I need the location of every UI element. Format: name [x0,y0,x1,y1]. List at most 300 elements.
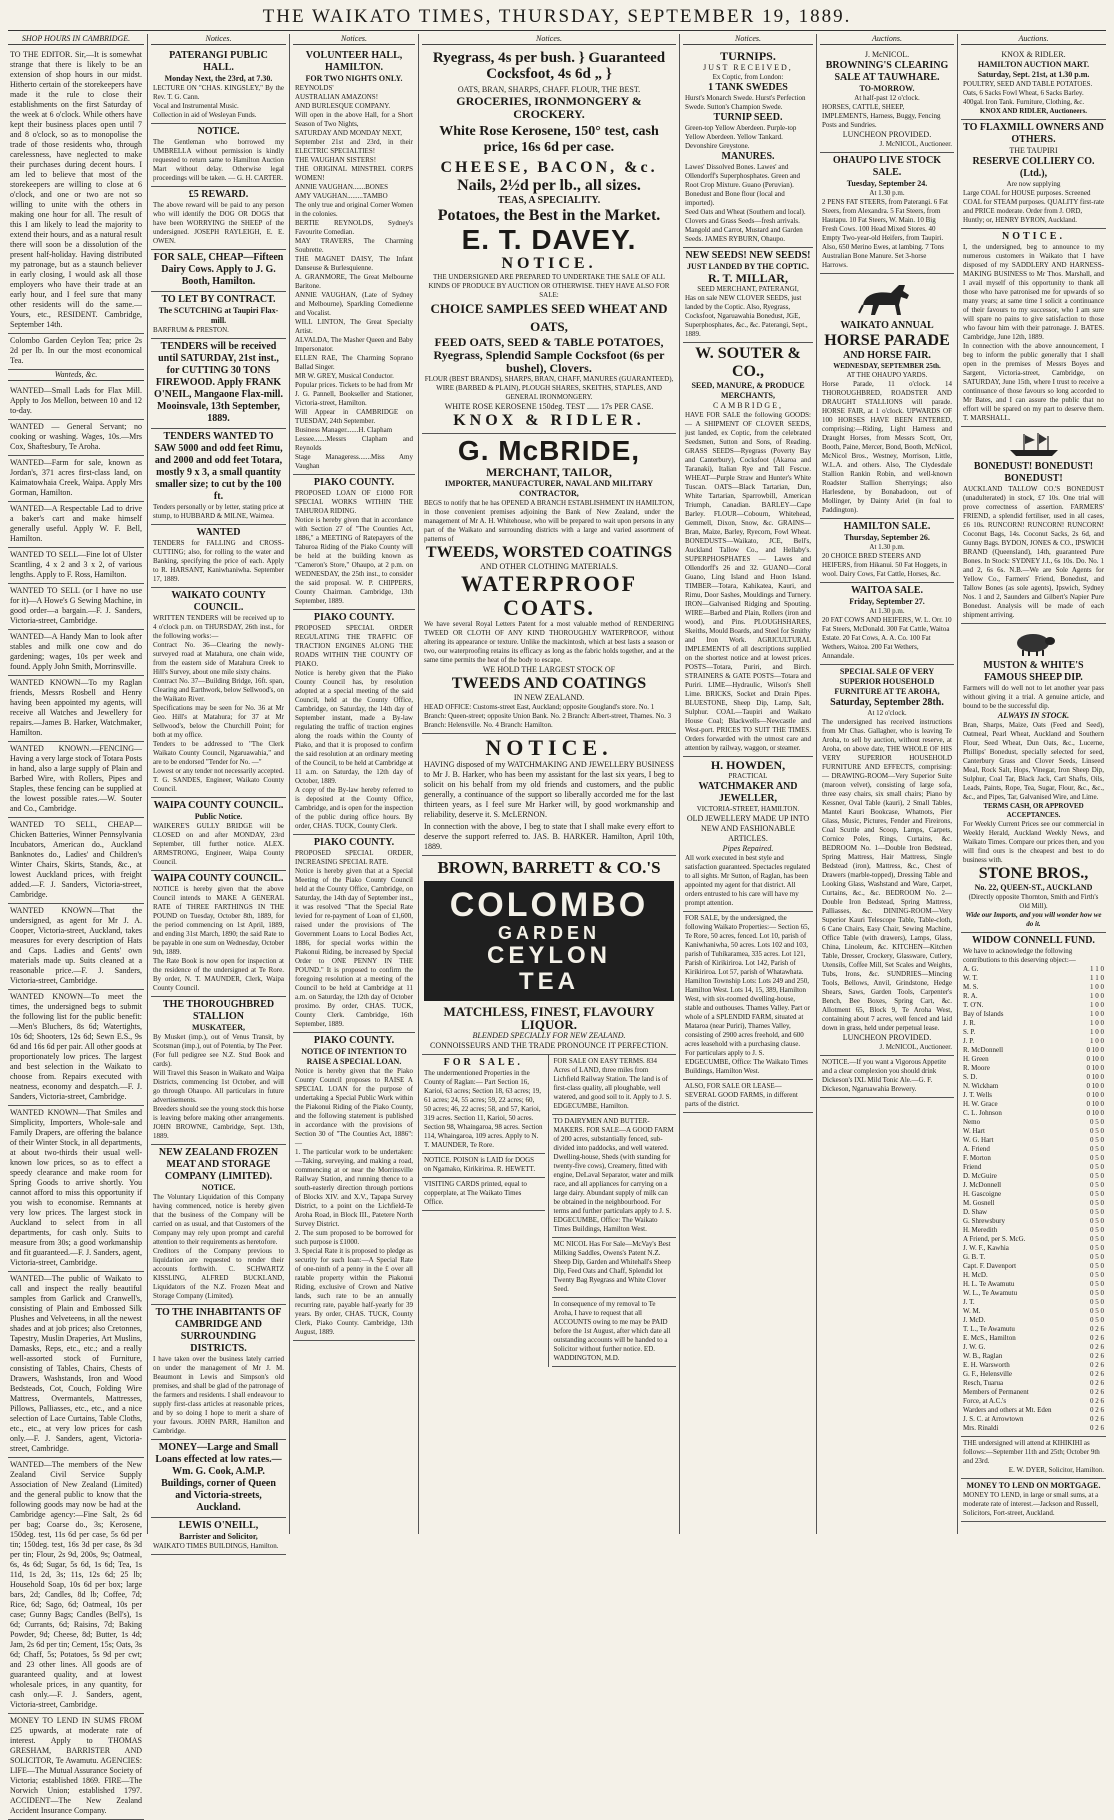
advert-text: BARFRUM & PRESTON. [153,326,229,334]
donor-row [963,1199,1104,1208]
advert-heading: WANTED [196,527,241,538]
donor-amount: 0 2 6 [1090,1361,1104,1369]
donor-name: H. Gascoigne [963,1190,1002,1198]
advert-text: ALVALDA, The Masher Queen and Baby Impersonator. [295,336,413,353]
wanteds-heading: Wanteds, &c. [8,370,144,381]
choice-line: CHOICE SAMPLES SEED WHEAT AND OATS, [430,301,668,334]
donor-amount: 0 5 0 [1090,1127,1104,1135]
wanted-ad: WANTED—The public of Waikato to call and inspect the really beautiful samples from Garlick and Cranwell's, consisting of Plain and Embossed Silk Plushes and Velveteens, in all the newest shades and at job prices; also Cretonnes, Tapestry, Muslin Draperies, Art Muslins, Damasks, Reps, etc., etc.; and a really well-assorted stock of Furniture, consisting of Tables, Chairs, Chests of Drawers, Washstands, Iron and Wood Bedsteads, Cot, Couch, Folding Wire Mattress, Overmantels, Mattresses, Pillows, Palliasses, etc., etc., and a nice selection of Lace Curtains, Table Cloths, etc., etc., at very low prices for cash only.—F. J. Sanders, agent, Victoria-street, Cambridge. [8,1272,144,1458]
advert-heading: WAIPA COUNTY COUNCIL. [153,873,284,884]
dyer-sign: E. W. DYER, Solicitor, Hamilton. [1008,1466,1104,1474]
column-rule [957,34,958,1534]
advert-text: ANNIE VAUGHAN.......BONES [295,183,389,191]
poison-notice: NOTICE. POISON is LAID for DOGS on Ngamako, Kirikiriroa. R. HEWETT. [422,1154,545,1178]
advert-text: MR W. GREY, Musical Conductor. [295,372,394,380]
mart-title: HAMILTON AUCTION MART. [977,60,1090,69]
waddington-notice: In consequence of my removal to Te Aroha, I have to request that all ACCOUNTS owing to me may be PAID before the 1st August, after which date all outstanding accounts will be handed to a Solicitor without further notice. ED. WADDINGTON, M.D. [552,1298,676,1367]
donor-amount: 1 0 0 [1090,992,1104,1000]
millar-name: R. T. MILLAR, [708,271,788,285]
notice-advert [151,339,286,429]
souter-body: HAVE FOR SALE the following GOODS:— A SHIPMENT OF CLOVER SEEDS, just landed, ex Coptic, from the celebrated Seedsmen, Sutton and Sons, of Reading. GRASS SEEDS—Ryegrass (Poverty Bay and Canterbury), Cocksfoot (Akaroa and Taranaki), Italian Rye and Tall Fescue. WHEAT—Purple Straw and Hunter's White Tuscan. OATS—Black Tartarian, Dun, White Tartarian, Sparrowbill, American Triumph, Canadian. BARLEY—Cape Barley. FLOUR—Cobourn, Whitehead, Gemmell, Dixon, Snow, &c. GRAINS—Bran, Maize, Barley, Ryecorn, Fowl Wheat. BONEDUSTS—Waikato, JCE, Bell's, Auckland Tallow Co., and Hellaby's. SUPERPHOSPHATES — Lawes and Ollendorff's 26 and 32. GUANO—Coral Guano, Ling Island and Huon Island. TIMBER—Totara, Kahikatea, Kauri, and Rimu, Door Sashes, Mouldings and Turnery. IRON—Galvanised Ridging and Spouting. WIRE—Barbed and Plain, Rollers (iron and wood), and Pins. PLOUGHSHARES, Skeiths, Mould Boards, and Steel for Smithy and Iron Work. AGRICULTURAL IMPLEMENTS of all descriptions supplied on the shortest notice and at lowest prices. POSTS—Totara, Puriri, and Birch. STRAINERS & GATE POSTS—Totara and Puriri. LIME—Hydraulic, Wilson's Shell Lime. BRICKS, Socket and Drain Pipes. BLUESTONE, Sheep Dip, Lamp, Salt, Sulphur. COAL—Taupiri and Waikato House Coal; Blackwells—Newcastle and West-port. PRICES TO SUIT THE TIMES. Orders forwarded with the utmost care and attention by railway, waggon, or steamer. [685,411,811,752]
waitoa-title: WAITOA SALE. [850,585,924,596]
ship-illustration [1006,432,1062,458]
parade-body: Horse Parade, 11 o'clock. 14 THOROUGHBRED, ROADSTER AND DRAUGHT STALLIONS will parade. HORSE FAIR, at 1 o'clock. UPWARDS OF 100 HORSES HAVE BEEN ENTERED, comprising:—Riding, Light Harness and Draught Horses, from Messrs Scott, Orr, Booth, Paine, Mercer, Bond, Booth, McNicol, McNicol Bros., Westney, Morrison, Little, W.L.A. and others. Also, The Clydesdale Stallion Rankin Robin, and well-known Roadster Stallion Sherryings; also Harlesdene, by Bonabadoon, out of Mollinger, by Dainty Ariel (in foal to Paddington). [822,380,952,514]
ohaupo-title: OHAUPO LIVE STOCK SALE. [832,155,942,178]
sheep-illustration [1009,629,1059,657]
donor-name: F. Morton [963,1154,991,1162]
donor-name: H. Meredith [963,1226,998,1234]
donor-row [963,1091,1104,1100]
wanted-ad: WANTED — General Servant; no cooking or washing. Wages, 10s.—Mrs Cox, Shaftesbury, Te Aroha. [8,420,144,456]
dyer-notice [961,1437,1106,1479]
advert-text: AND BURLESQUE COMPANY. [295,102,391,110]
seed-oats: Seed Oats and Wheat (Southern and local). Clovers and Grass Seeds—fresh arrivals. Mangold and Carrot, Mustard and Garden Seeds. JAMES RYBURN, Ohaupo. [685,208,806,243]
column-heading: Auctions. [961,34,1106,45]
thursday: Thursday, September 26. [844,533,930,542]
forsale-title: FOR SALE. [443,1057,523,1068]
advert-subheading: MUSKATEER, [192,1023,245,1032]
donor-amount: 0 2 6 [1090,1370,1104,1378]
donor-amount: 0 5 0 [1090,1181,1104,1189]
advert-heading: LEWIS O'NEILL, [178,1520,259,1531]
ex-coptic: Ex Coptic, from London: [712,73,784,81]
donor-amount: 0 5 0 [1090,1262,1104,1270]
furniture-body: The undersigned has received instructions from Mr Chas. Gallagher, who is leaving Te Aroha, to sell by auction, without reserve, at Aroha, on above date, THE WHOLE OF HIS VERY SUPERIOR HOUSEHOLD FURNITURE AND EFFECTS, comprising:— DRAWING-ROOM—Very Superior Suite (maroon velvet), consisting of large sofa, three easy chairs, six small chairs; Piano by Kessner, Oval Table (kauri), 2 Small Tables, Mantel Kauri Bookcase, Whatnots, Pier Glass, Music, Pictures, Fender and Fireirons, Coal Scuttle and Scoop, Lamps, Carpets, Cornice Poles, Rings, Curtains, &c. BEDROOM No. 1—Double Iron Bedstead, Spring Mattress, Hair Mattress, Single Bedstead (iron), Mattress, &c., Chest of Drawers (marble-topped), Dressing Table and Looking Glass, Washstand and Ware, Carpet, Curtains, &c., &c. BEDROOM No. 2—Double Iron Bedstead, Spring Mattress, Palliasses, &c. DINING-ROOM—Very Superior Kauri Telescope Table, Table-cloth, 6 Cane Chairs, Easy Chair, Sewing Machine, Office Table (with drawers), Lamps, Glass, China, Linoleum, &c. KITCHEN—Kitchen Table, Dresser, Crockery, Glassware, Cutlery, Utensils, Coffee Mill, Set Scales and Weights, Tubs, Irons, &c. SUNDRIES—Mincing Tools, Bellows, Anvil, Grindstone, Hedge Shears, Saws, Garden Tools, Carpenter's Bench, Bee Boxes, Spring Cart, &c. Allotment 65, Block 9, Te Aroha West, containing about 7 acres, well fenced and laid down in grass, held under perpetual lease. [822,718,952,1032]
feed-line: FEED OATS, SEED & TABLE POTATOES, [434,335,664,349]
mcbride-body: BEGS to notify that he has OPENED A BRANCH ESTABLISHMENT IN HAMILTON, in those convenient premises adjoining the Bank of New Zealand, under the management of Mr A. H. Whitehouse, who will be prepared to wait upon persons in any part of the Waikato and surrounding districts with a large and varied assortment of patterns of [424,499,674,543]
donor-amount: 0 5 0 [1090,1145,1104,1153]
advert-text: Notice is hereby given that the Piako County Council proposes to RAISE A SPECIAL LOAN for the purpose of undertaking a Special Public Work within the Piakonui Riding of the Piako County, and the following statement is published in accordance with the provisions of Section 30 of "The Counties Act, 1886":— [295,1067,413,1147]
notice-body: HAVING disposed of my WATCHMAKING AND JEWELLERY BUSINESS to Mr J. B. Harker, who has been my assistant for the last six years, I beg to solicit on his behalf from my old friends and customers, and the public generally, a continuance of the support so liberally accorded me for the last thirteen years, as I feel sure Mr Harker will, by good workmanship and reliability, deserve it. S. McLERNON. [424,760,674,819]
sheep-dip-advert [961,624,1106,933]
advert-heading: WAIPA COUNTY COUNCIL. [153,800,284,811]
kerosene-line: White Rose Kerosene, 150° test, cash price, 16s 6d per case. [439,124,659,155]
advert-text: AMY VAUGHAN.........TAMBO [295,192,388,200]
colombo-banner [424,881,674,1001]
donor-row [963,1226,1104,1235]
time: At 1.30 p.m. [869,607,905,615]
notice-advert [151,48,286,124]
stone-bros: STONE BROS., [978,865,1089,882]
souter-advert [683,343,813,757]
donor-amount: 0 2 6 [1090,1334,1104,1342]
swede-list: Hurst's Monarch Swede. Hurst's Perfection Swede. Sutton's Champion Swede. [685,94,806,111]
column-heading: Notices. [151,34,286,45]
ceylon-note: Colombo Garden Ceylon Tea; price 2s 2d per lb. In our the most economical Tea. [8,334,144,370]
column-heading: Auctions. [820,34,954,45]
advert-text: Breeders should see the young stock this horse is leaving before making other arrangements. JOHN BROWNE, Cambridge, Sept. 13th, 1889. [153,1105,284,1140]
advert-text: TENDERS for FALLING and CROSS-CUTTING; also, for rolling to the water and Banking, specifying the price of each. Apply to R. HARSANT, Kaniwhaniwha. September 17, 1889. [153,539,284,583]
donor-amount: 0 5 0 [1090,1235,1104,1243]
knox-auctioneers: KNOX AND RIDLER, Auctioneers. [979,107,1088,115]
donor-row [963,1271,1104,1280]
victoria-street: VICTORIA-STREET, HAMILTON. [696,805,800,813]
donor-name: W. B., Raglan [963,1352,1003,1360]
notice-advert [151,1145,286,1305]
donor-name: H. L. Te Awamutu [963,1280,1015,1288]
donor-name: Mrs. Rinaldi [963,1424,999,1432]
donor-amount: 0 10 0 [1086,1109,1104,1117]
advert-text: Tenders personally or by letter, stating price at stump, to HUBBARD & MILNE, Waimea. [153,503,284,520]
donor-amount: 0 2 6 [1090,1415,1104,1423]
turnips-title: TURNIPS. [720,49,776,63]
donor-name: Warders and others at Mt. Eden [963,1406,1052,1414]
dickeson-notice: NOTICE.—If you want a Vigorous Appetite and a clear complexion you should drink Dickeson's IXL Mild Tonic Ale.—G. F. Dickeson, Ngaruawahia Brewery. [820,1056,954,1098]
half-past: At half-past 12 o'clock. [854,94,920,102]
column-seeds [683,34,813,1534]
column-heading: Notices. [422,34,676,45]
time: At 1.30 p.m. [869,543,905,551]
wanted-ad: WANTED—Farm for sale, known as Jordan's, 371 acres first-class land, on Kaimatowhaia Creek, Waipa. Apply Mrs Gorman, Hamilton. [8,456,144,502]
advert-text: The above reward will be paid to any person who will identify the DOG OR DOGS that have been WORRYING the SHEEP of the undersigned. JOSEPH RAYLEIGH, E. E. OWEN. [153,201,284,245]
souter-town: CAMBRIDGE, [712,401,783,410]
mart-date: Saturday, Sept. 21st, at 1.30 p.m. [977,70,1090,79]
column-notices-wide [422,34,676,1534]
wanted-ad: MONEY TO LEND IN SUMS FROM £25 upwards, at moderate rate of interest. Apply to THOMAS GRESHAM, BARRISTER AND SOLICITOR, Te Awamutu. AGENCIES: LIFE—The Mutual Assurance Society of Victoria; established 1869. FIRE—The Norwich Union; established 1797. ACCIDENT—The New Zealand Accident Insurance Company. [8,1714,144,1820]
browning-title: BROWNING'S CLEARING SALE AT TAUWHARE. [825,60,949,83]
manures-title: MANURES. [721,151,775,162]
clovers-line: Ryegrass, Splendid Sample Cocksfoot (6s per bushel), Clovers. [433,348,665,375]
advert-text: By Musket (imp.), out of Venus Transit, by Scotsman (imp.), out of Potentia, by The Peer. [153,1033,284,1050]
waterproof-body: We have several Royal Letters Patent for a most valuable method of RENDERING TWEED OR CLOTH OF ANY KIND THOROUGHLY WATERPROOF, without altering its appearance or texture. Unlike the mackintosh, which at best lasts a season or two, our waterproofing retains its efficacy as long as the fabric holds together, and at the same time permits the heat of the body to escape. [424,620,674,664]
hamilton-sale [820,519,954,583]
donor-name: M. S. [963,983,979,991]
widow-fund [961,933,1106,1437]
donor-name: A Friend, per S. McG. [963,1235,1026,1243]
advert-text: ELLEN RAE, The Charming Soprano Ballad Singer. [295,354,413,371]
tea-word: TEA [519,968,579,995]
donor-amount: 0 10 0 [1086,1055,1104,1063]
edgecumbe-properties: FOR SALE, by the undersigned, the following Waikato Properties:— Section 65, Te Rore, 50 acres, fenced. Lot 10, parish of Kaniwhaniwha, 50 acres. Lots 102 and 103, parish of Tuhikaramea, 335 acres. Lot 121, Parish of Kirikiriroa. Lot 142, Parish of Kirikiriroa. Lot 57, parish of Whatawhata. Hamilton Township Lots: Lots 249 and 250, Hamilton West. Lots 14, 15, 389, Hamilton West, with six-roomed dwelling-house, stable and outhouses. Thames Valley. Part or whole of a SPLENDID FARM, situated at Mataroa (near Puriri), Thames Valley, consisting of 2900 acres freehold, and 600 acres leasehold with a purchasing clause. For particulars apply to J. S. EDGECUMBE, Office: The Waikato Times Buildings, Hamilton West. [683,912,813,1080]
donor-amount: 0 2 6 [1090,1379,1104,1387]
davey-notice-body: THE UNDERSIGNED ARE PREPARED TO UNDERTAKE THE SALE OF ALL KINDS OF PRODUCE BY AUCTION OR OTHERWISE. THEY HAVE ALSO FOR SALE: [428,273,670,299]
donor-name: J. S. C. at Arrowtown [963,1415,1024,1423]
blended: BLENDED SPECIALLY FOR NEW ZEALAND. [472,1031,626,1040]
notice-body: I, the undersigned, beg to announce to my numerous customers in Waikato that I have disposed of my SADDLERY AND HARNESS-MAKING BUSINESS to Mr Thos. Marshall, and I avail myself of this opportunity to thank all those who have patronised me for upwards of so many years; at same time I solicit a continuance of their favours to my successor, who I am sure will spare no pains to give satisfaction to those who favour him with their patronage. J. BATES. Cambridge, June 12th, 1889. [963,243,1104,341]
donor-amount: 0 5 0 [1090,1163,1104,1171]
donor-amount: 1 0 0 [1090,1001,1104,1009]
donor-amount: 0 5 0 [1090,1316,1104,1324]
column-rule [289,34,290,1534]
donor-amount: 1 0 0 [1090,1010,1104,1018]
groceries-line: GROCERIES, IRONMONGERY & CROCKERY. [456,94,642,121]
donor-amount: 0 5 0 [1090,1190,1104,1198]
mclernon-notice [422,734,676,856]
donor-amount: 0 2 6 [1090,1325,1104,1333]
donor-row [963,1424,1104,1433]
advert-subheading: FOR TWO NIGHTS ONLY. [305,74,403,83]
notice-advert [293,48,415,475]
wanted-ad: WANTED KNOWN—To meet the times, the undersigned begs to submit the following list for the public benefit:—Men's Bluchers, 8s 6d; Watertights, 10s 6d; Shooters, 12s 6d; Sewn E.S., 9s 6d and 16s 6d per pair. All other goods at proportionately low prices. The largest and best selection in the Waikato to choose from. Repairs executed with neatness, economy and despatch.—F. J. Sanders, Victoria-street, Cambridge. [8,990,144,1106]
landed: JUST LANDED BY THE COPTIC. [687,262,809,271]
donor-row [963,1181,1104,1190]
advert-text: WRITTEN TENDERS will be received up to 4 o'clock p.m. on THURSDAY, 26th inst., for the following works:— [153,614,284,640]
sheep-dip-title: MUSTON & WHITE'S FAMOUS SHEEP DIP. [983,660,1084,683]
advert-text: Lowest or any tender not necessarily accepted. T. G. SANDES, Engineer, Waikato County Council. [153,767,284,793]
wanted-ad: WANTED KNOWN—To my Raglan friends, Messrs Rosbell and Henry having been appointed my agents, will receive all Watches and Jewellery for repairs.—James B. Harker, Watchmaker, Hamilton. [8,676,144,742]
tomorrow: TO-MORROW. [859,84,915,93]
stone-sub: (Directly opposite Thornton, Smith and Firth's Old Mill). [968,893,1099,910]
donor-row [963,983,1104,992]
ohaupo-list: 2 PENS FAT STEERS, from Paterangi. 6 Fat Steers, from Alexandra. 5 Fat Steers, from Hautapu. 10 Fat Steers, W. Main. 10 Big Fresh Cows. 100 Head Mixed Stores. 40 Empty Two-year-old Heifers, from Taupiri. Also, 650 Merino Ewes, at lambing. 7 Tons Australian Bone Manure. Set 3-horse Harrows. [822,198,948,269]
donor-row [963,1244,1104,1253]
donor-name: Nemo [963,1118,981,1126]
advert-text: Stage Manageress.......Miss Amy Vaughan [295,453,413,470]
advert-subheading: Barrister and Solicitor, [179,1532,258,1541]
time: At 12 o'clock. [867,709,907,717]
donor-name: R. A. [963,992,978,1000]
donor-amount: 0 10 0 [1086,1064,1104,1072]
coal-body: Large COAL for HOUSE purposes. Screened COAL for STEAM purposes. QUALITY first-rate and PRICE moderate. Order from J. ORD, Huntly; or, HENRY BYRON, Auckland. [963,189,1105,224]
donor-row [963,1010,1104,1019]
donor-name: Bay of Islands [963,1010,1004,1018]
donor-name: W. T. [963,974,978,982]
donor-name: J. P. [963,1037,975,1045]
advert-text: WAIKATO TIMES BUILDINGS, Hamilton. [153,1542,279,1550]
donor-row [963,1037,1104,1046]
advert-subheading: Monday Next, the 23rd, at 7.30. [164,74,273,83]
advert-text: The only true and original Corner Women in the colonies. [295,201,413,218]
donor-row [963,1406,1104,1415]
donor-name: A. Friend [963,1145,990,1153]
donor-row [963,1415,1104,1424]
time: At 1.30 p.m. [869,189,905,197]
turnip-seed-title: TURNIP SEED. [713,112,783,123]
mcbride-importer: IMPORTER, MANUFACTURER, NAVAL AND MILITARY CONTRACTOR, [444,479,654,498]
advert-text: BERTIE REYNOLDS, Sydney's Favourite Comedian. [295,219,413,236]
donor-name: D. Shaw [963,1208,988,1216]
advert-subheading: Public Notice. [194,812,243,821]
wanted-ad: WANTED—A Handy Man to look after stables and milk one cow and do gardening; wages, 10s per week and found. Apply John Smith, Morrinsville. [8,630,144,676]
advert-heading: PIAKO COUNTY. [313,837,395,848]
millar-body: Has on sale NEW CLOVER SEEDS, just landed by the Coptic. Also, Ryegrass, Cocksfoot, Ngaruawahia Bonedust, JGE, Superphosphates, &c., &c. Paterangi, Sept., 1889. [685,294,808,338]
branches: HEAD OFFICE: Customs-street East, Auckland; opposite Gougland's store. No. 1 Branch: Queen-street; opposite Union Bank. No. 2 Branch: Albert-street, Thames. No. 3 Branch: Helensville. No. 4 Branch: Hamilton. [424,703,672,729]
donor-amount: 1 0 0 [1090,1037,1104,1045]
advert-text: A. GRANMORE, The Great Melbourne Baritone. [295,273,413,290]
advert-text: A copy of the By-law hereby referred to is deposited at the County Office, Cambridge, and is open for the inspection of the public during office hours. By order, CHAS. TUCK, County Clerk. [295,786,413,830]
donor-amount: 0 5 0 [1090,1118,1104,1126]
notice-advert [151,292,286,339]
column-auctions-1 [820,34,954,1534]
wanted-ad: WANTED TO SELL, CHEAP—Chicken Batteries, Winner Pennsylvania Incubators, American do., Auckland Banknotes do., Ladies' and Children's Winter Chairs, Skirts, Stands, &c., at lowest Auckland prices, with freight added.—F. J. Sanders, Victoria-street, Cambridge. [8,818,144,904]
donor-row [963,1397,1104,1406]
advert-text: The Voluntary Liquidation of this Company having commenced, notice is hereby given that the business of the Company will be carried on as usual, and that Customers of the Company may rely upon prompt and careful attention to their requirements as heretofore. [153,1193,284,1246]
advert-text: Notice is hereby given that in accordance with Section 27 of "The Counties Act, 1886," a MEETING of Ratepayers of the Tahuroa Riding of the Piako County will be held at the building known as "Cameron's Store," Ohaupo, at 2 p.m. on WEDNESDAY, the 25th inst., to consider the said proposal. W. P. CHIPPERS, County Chairman. Cambridge, 13th September, 1889. [295,516,413,605]
donor-row [963,1388,1104,1397]
donor-name: E. H. Warsworth [963,1361,1010,1369]
sheep-dip-body: Farmers will do well not to let another year pass without giving it a trial. A genuine article, and bound to be the successful dip. [963,684,1104,710]
other-cloth: AND OTHER CLOTHING MATERIALS. [480,562,618,571]
donor-name: J. McDonnell [963,1181,1002,1189]
advert-text: AUSTRALIAN AMAZONS! [295,93,379,101]
donor-amount: 0 5 0 [1090,1280,1104,1288]
advert-text: Specifications may be seen for No. 36 at Mr Geo. Hill's at Matahura; for 37 at Mr Sellwood's, below the Churchill Point; for both at my office. [153,704,284,739]
column-rule [147,34,148,1534]
advert-heading: TENDERS will be received until SATURDAY, 21st inst., for CUTTING 30 TONS FIREWOOD. Apply FRANK O'NEIL, Mangaone Flax-mill. Mooinsvale, 13th September, 1889. [154,341,283,424]
notice-advert [293,610,415,835]
money-title: MONEY TO LEND ON MORTGAGE. [966,1481,1101,1490]
donor-amount: 1 0 0 [1090,1019,1104,1027]
donor-row [963,1100,1104,1109]
howden-body: All work executed in best style and satisfaction guaranteed. Spectacles regulated to all sights. Mr Sutton, of Raglan, has been appointed my agent for that district. All orders entrusted to his care will have my prompt attention. [685,854,811,907]
donor-name: E. McS., Hamilton [963,1334,1016,1342]
several-farms: ALSO, FOR SALE OR LEASE—SEVERAL GOOD FARMS, in different parts of the district. [683,1080,813,1113]
advert-heading: NOTICE. [197,126,240,137]
old-jewellery: OLD JEWELLERY MADE UP INTO NEW AND FASHIONABLE ARTICLES. [686,814,810,843]
donor-row [963,965,1104,974]
horse-parade-title: HORSE PARADE [824,332,950,349]
manure-list: Lawes' Dissolved Bones. Lawes' and Ollendorff's Superphosphates. Green and Root Crop Mixture. Guano (Peruvian). Bonedust and Bone flour (local and imported). [685,163,801,207]
garden-word: GARDEN [497,923,600,943]
advert-text: Tenders to be addressed to "The Clerk Waikato County Council, Ngaruawahia," and are to be endorsed "Tender for No. —" [153,740,284,766]
column-notices-2 [293,34,415,1534]
supplying: Are now supplying [1006,180,1061,188]
notice-advert [151,525,286,588]
donor-row [963,1190,1104,1199]
advert-heading: VOLUNTEER HALL, HAMILTON. [305,50,403,73]
donor-row [963,1343,1104,1352]
donor-amount: 0 5 0 [1090,1226,1104,1234]
widow-title: WIDOW CONNELL FUND. [972,935,1095,946]
column-rule [418,34,419,1534]
donor-name: J. T. Wells [963,1091,992,1099]
column-rule [679,34,680,1534]
advert-text: I have taken over the business lately carried on under the management of Mr J. M. Beaumont in Lewis and Simpson's old premises, and shall be glad of the patronage of the farmers and residents. I shall endeavour to supply first-class articles at reasonable prices, and by so doing I hope to merit a share of your favours. JOHN PARR, Hamilton and Cambridge. [153,1355,284,1435]
advert-text: LECTURE ON "CHAS. KINGSLEY," By the Rev. T. G. Cann. [153,84,284,101]
we-hold: WE HOLD THE LARGEST STOCK OF [482,665,616,674]
luncheon: LUNCHEON PROVIDED. [842,1033,932,1042]
column-heading: Notices. [293,34,415,45]
donor-row [963,1370,1104,1379]
notices-list [151,48,286,1555]
colombo-tea-advert [422,856,676,1055]
cheese-line: CHEESE, BACON, &c. [440,159,658,176]
advert-text: THE VAUGHAN SISTERS! [295,156,377,164]
wanteds-list [8,384,144,1820]
notice-advert [293,835,415,1033]
wanted-ad: WANTED KNOWN—That Smiles and Simplicity, Importers, Whole-sale and Family Drapers, are offering the balance of their Winter Stock, in all departments, at about two-thirds their usual well-known low prices, so as to effect a speedy clearance and make room for Spring Goods to arrive shortly. You cannot afford to miss this opportunity if you wish to economise. Remnants at very low prices. The largest stock in Auckland to select from in all departments, for cash only. Suits to measure from 30s; a good workmanship and fit guaranteed.—F. J. Sanders, agent, Victoria-street, Cambridge. [8,1106,144,1272]
advert-text: PROPOSED SPECIAL ORDER, INCREASING SPECIAL RATE. [295,849,413,866]
advert-text: MAY TRAVERS, The Charming Soubrette. [295,237,413,254]
horses-list: HORSES, CATTLE, SHEEP, IMPLEMENTS, Harness, Buggy, Fencing Posts and Sundries. [822,103,941,129]
donor-row [963,1298,1104,1307]
donor-amount: 0 5 0 [1090,1154,1104,1162]
advert-heading: PATERANGI PUBLIC HALL. [169,50,268,73]
oats-line: OATS, BRAN, SHARPS, CHAFF. FLOUR, THE BEST. [457,85,641,94]
auctioneer: J. McNICOL, Auctioneer. [879,1043,952,1051]
advert-text: Will open in the above Hall, for a Short Season of Two Nights, [295,111,413,128]
advert-text: 1. The particular work to be undertaken:—Taking, surveying, and making a road, commencing at or near the Morrinsville Railway Station, and running thence to a south-easterly direction through portions of Blocks XIV. and X.V., Tapapa Survey District, to a point on the Lichfield-Te Aroha Road, in Block III., Patetere North Survey District. [295,1148,413,1228]
mcbride-merchant: MERCHANT, TAILOR, [486,465,612,479]
donor-row [963,1028,1104,1037]
advert-text: Creditors of the Company previous to liquidation are requested to render their accounts forthwith. C. SCHWARTZ KISSLING, ALFRED BUCKLAND, Liquidators of the N.Z. Frozen Meat and Storage Company (Limited). [153,1247,284,1300]
donor-row [963,1001,1104,1010]
donor-row [963,1262,1104,1271]
advert-text: 3. Special Rate it is proposed to pledge as security for such loan:—A Special Rate of one-ninth of a penny in the £ over all ratable property within the Piakonui Riding, exclusive of Crown and Native lands, such rate to be an annually recurring rate, payable half-yearly for 39 years. By order, CHAS. TUCK, County Clerk, Piako County. Cambridge, 13th August, 1889. [295,1247,413,1336]
donor-name: J. R. [963,1019,976,1027]
notice-advert [151,1305,286,1440]
advert-text: WILL LINTON, The Great Specialty Artist. [295,318,413,335]
donor-row [963,1109,1104,1118]
notice-advert [151,798,286,871]
advert-text: Collection in aid of Wesleyan Funds. [153,111,257,119]
advert-text: September 21st and 23rd, in their ELECTRIC SPECIALTIES! [295,138,413,155]
taupiri-colliery [961,120,1106,229]
notice-advert [151,1518,286,1555]
donor-amount: 0 5 0 [1090,1199,1104,1207]
waterproof-heading: WATERPROOF COATS. [460,571,638,620]
advert-text: Business Manager.......H. Clapham [295,426,393,434]
waitoa-list: 20 FAT COWS AND HEIFERS, W. L. Orr. 10 Fat Steers, McDonald. 300 Fat Cattle, Waitoa Estate. 20 Fat Cows, A. A. Co. 100 Fat Wethers, Waitoa. 200 Fat Wethers, Annandale. [822,616,952,660]
donor-amount: 0 2 6 [1090,1388,1104,1396]
money-body: MONEY TO LEND, in large or small sums, at a moderate rate of interest.—Jackson and Russell, Solicitors, Fort-street, Auckland. [963,1491,1099,1517]
forsale-properties [422,1055,545,1154]
donor-name: M. Gosnell [963,1199,995,1207]
kerosene-price: WHITE ROSE KEROSENE 150deg. TEST ...... 17s PER CASE. [444,402,654,411]
advert-text: Popular prices. Tickets to be had from Mr J. G. Pannell, Bookseller and Stationer, Victoria-street, Hamilton. [295,381,413,407]
donor-amount: 0 2 6 [1090,1397,1104,1405]
connoisseurs: CONNOISSEURS AND THE TRADE PRONOUNCE IT PERFECTION. [429,1041,669,1050]
column-heading: SHOP HOURS IN CAMBRIDGE. [8,34,144,45]
column-rule [816,34,817,1534]
marshall-body: In connection with the above announcement, I beg to inform the public generally that I shall open in the premises of Messrs Boyes and Sargent, Victoria-street, Cambridge, on SATURDAY, June 15th, where I trust to receive a continuance of those favours so long accorded to Mr Bates, and I can assure the public that no effort will be spared on my part to deserve them. T. MARSHALL. [963,342,1104,422]
advert-heading: PIAKO COUNTY. [313,612,395,623]
donor-amount: 0 2 6 [1090,1343,1104,1351]
friday: Friday, September 27. [849,597,925,606]
donor-row [963,1379,1104,1388]
bates-notice [961,229,1106,427]
lower-right [549,1055,676,1367]
advert-text: PROPOSED SPECIAL ORDER REGULATING THE TRAFFIC OF TRACTION ENGINES ALONG THE ROADS WITHIN THE COUNTY OF PIAKO. [295,624,413,668]
wednesday: WEDNESDAY, SEPTEMBER 25th. [833,362,941,370]
donor-amount: 0 2 6 [1090,1424,1104,1432]
donor-row [963,992,1104,1001]
donor-amount: 0 5 0 [1090,1271,1104,1279]
notice-title: NOTICE. [1002,231,1065,242]
millar-sub: SEED MERCHANT, PATERANGI, [697,285,799,293]
donor-row [963,1073,1104,1082]
advert-text: PROPOSED LOAN OF £1000 FOR SPECIAL WORKS WITHIN THE TAHUROA RIDING. [295,489,413,515]
millar-advert [683,248,813,343]
advert-heading: TO THE INHABITANTS OF CAMBRIDGE AND SURROUNDING DISTRICTS. [155,1307,282,1354]
ryburn-advert [683,48,813,248]
donor-amount: 0 5 0 [1090,1307,1104,1315]
donor-amount: 0 5 0 [1090,1289,1104,1297]
furniture-sale [820,665,954,1056]
bonedust-advert [961,427,1106,624]
donor-amount: 0 5 0 [1090,1253,1104,1261]
notices-list [293,48,415,1341]
notice-title: NOTICE. [485,735,613,760]
donor-row [963,1280,1104,1289]
dairymen-advert: TO DAIRYMEN AND BUTTER-MAKERS. FOR SALE—A GOOD FARM of 200 acres, substantially fenced, sub-divided into paddocks, and well watered. Dwelling-house, Sheds (with standing for twenty-five cows), Creamery, fitted with engine, DeLaval Separator, water and milk race, and all appliances for carrying on a large dairy. Abundant supply of milk can be obtained in the neighbourhood. For terms and further particulars apply to J. S. EDGECUMBE, Office: The Waikato Times Buildings, Hamilton West. [552,1115,676,1238]
donor-name: W. L., Te Awamutu [963,1289,1018,1297]
advert-text: Will Travel this Season in Waikato and Waipa Districts, commencing 1st October, and will go through Ohaupo. All particulars in future advertisements. [153,1069,284,1104]
donor-row [963,1172,1104,1181]
knox-top: KNOX & RIDLER. [1001,50,1066,59]
tweeds-coatings: TWEEDS AND COATINGS [451,675,647,692]
donor-row [963,1163,1104,1172]
donor-name: Members of Permanent [963,1388,1029,1396]
notice-advert [151,187,286,250]
new-seeds: NEW SEEDS! NEW SEEDS! [685,250,811,261]
donor-row [963,1325,1104,1334]
advert-subheading: NOTICE OF INTENTION TO RAISE A SPECIAL LOAN. [301,1047,407,1066]
wide-imports: Wide our Imports, and you will wonder how we do it. [965,911,1102,928]
ryegrass-line: Ryegrass, 4s per bush. } Guaranteed [432,50,666,66]
donor-name: G. Shrewsbury [963,1217,1005,1225]
taupiri: THE TAUPIRI [1009,146,1058,155]
